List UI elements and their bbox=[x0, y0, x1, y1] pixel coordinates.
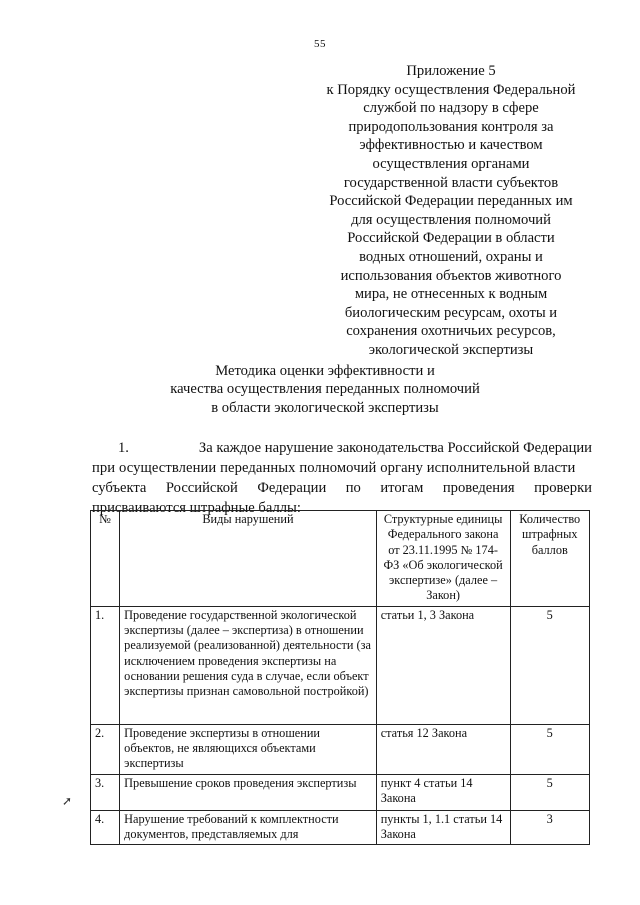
header-points: Количество штрафных баллов bbox=[510, 511, 590, 607]
header-law-units: Структурные единицы Федерального закона от 23.11.1995 № 174-ФЗ «Об экологической экспертизе» (далее – Закон) bbox=[376, 511, 510, 607]
appendix-line: для осуществления полномочий bbox=[351, 211, 551, 228]
margin-mark: ➚ bbox=[62, 794, 73, 808]
row-number: 2. bbox=[91, 724, 120, 774]
row-law: статьи 1, 3 Закона bbox=[376, 606, 510, 724]
header-violations: Виды нарушений bbox=[120, 511, 377, 607]
table-row bbox=[91, 774, 590, 810]
paragraph-word: по bbox=[345, 480, 361, 496]
row-number: 1. bbox=[91, 606, 120, 724]
appendix-line: к Порядку осуществления Федеральной bbox=[326, 81, 576, 98]
paragraph-line-1 bbox=[92, 438, 592, 458]
appendix-line: службой по надзору в сфере bbox=[363, 100, 539, 117]
method-title-line: в области экологической экспертизы bbox=[211, 399, 439, 416]
table-row bbox=[91, 810, 590, 845]
row-violation: Превышение сроков проведения экспертизы bbox=[120, 774, 377, 810]
paragraph-text-1: За каждое нарушение законодательства Российской Федерации bbox=[198, 440, 592, 456]
appendix-header bbox=[318, 62, 584, 360]
violations-table bbox=[90, 510, 590, 845]
appendix-line: государственной власти субъектов bbox=[343, 174, 559, 191]
paragraph-word: проведения bbox=[442, 480, 515, 496]
appendix-line: экологической экспертизы bbox=[368, 341, 534, 358]
row-number: 4. bbox=[91, 810, 120, 845]
row-violation: Проведение экспертизы в отношении объектов, не являющихся объектами экспертизы bbox=[120, 724, 377, 774]
paragraph-number: 1. bbox=[118, 440, 129, 456]
table-header-row bbox=[91, 511, 590, 607]
appendix-line: Приложение 5 bbox=[406, 63, 496, 79]
row-number: 3. bbox=[91, 774, 120, 810]
appendix-line: осуществления органами bbox=[372, 155, 530, 172]
appendix-line: мира, не отнесенных к водным bbox=[354, 286, 548, 303]
row-law: пункты 1, 1.1 статьи 14 Закона bbox=[376, 810, 510, 845]
appendix-line: природопользования контроля за bbox=[348, 118, 554, 135]
row-violation: Проведение государственной экологической экспертизы (далее – экспертиза) в отношении реализуемой (реализованной) деятельности (за исключением проведения экспертизы на основании решения суда в случае, если объект экспертизы признан самовольной постройкой) bbox=[120, 606, 377, 724]
appendix-line: эффективностью и качеством bbox=[359, 137, 543, 154]
appendix-line: водных отношений, охраны и bbox=[359, 248, 543, 265]
appendix-line: сохранения охотничьих ресурсов, bbox=[346, 323, 556, 340]
header-number: № bbox=[91, 511, 120, 607]
row-points: 5 bbox=[510, 724, 590, 774]
paragraph-1 bbox=[92, 438, 592, 518]
paragraph-line-3 bbox=[92, 478, 592, 498]
method-title-line: Методика оценки эффективности и bbox=[215, 363, 435, 379]
appendix-line: использования объектов животного bbox=[340, 267, 562, 284]
paragraph-text-4: присваиваются штрафные баллы: bbox=[92, 500, 301, 516]
paragraph-word: проверки bbox=[534, 480, 592, 496]
row-violation: Нарушение требований к комплектности документов, представляемых для bbox=[120, 810, 377, 845]
row-law: пункт 4 статьи 14 Закона bbox=[376, 774, 510, 810]
method-title bbox=[130, 362, 520, 417]
page-number: 55 bbox=[314, 38, 326, 50]
row-law: статья 12 Закона bbox=[376, 724, 510, 774]
method-title-line: качества осуществления переданных полномочий bbox=[170, 381, 480, 398]
paragraph-word: Российской bbox=[165, 480, 238, 496]
paragraph-word: субъекта bbox=[92, 480, 147, 496]
row-points: 5 bbox=[510, 606, 590, 724]
row-points: 5 bbox=[510, 774, 590, 810]
row-points: 3 bbox=[510, 810, 590, 845]
paragraph-line-2 bbox=[92, 458, 592, 478]
appendix-line: биологическим ресурсам, охоты и bbox=[344, 304, 558, 321]
paragraph-word: итогам bbox=[380, 480, 424, 496]
paragraph-word: Федерации bbox=[257, 480, 327, 496]
paragraph-text-2: при осуществлении переданных полномочий органу исполнительной власти bbox=[92, 460, 576, 476]
appendix-line: Российской Федерации в области bbox=[347, 230, 555, 247]
appendix-line: Российской Федерации переданных им bbox=[329, 193, 573, 210]
table-row bbox=[91, 606, 590, 724]
table-row bbox=[91, 724, 590, 774]
